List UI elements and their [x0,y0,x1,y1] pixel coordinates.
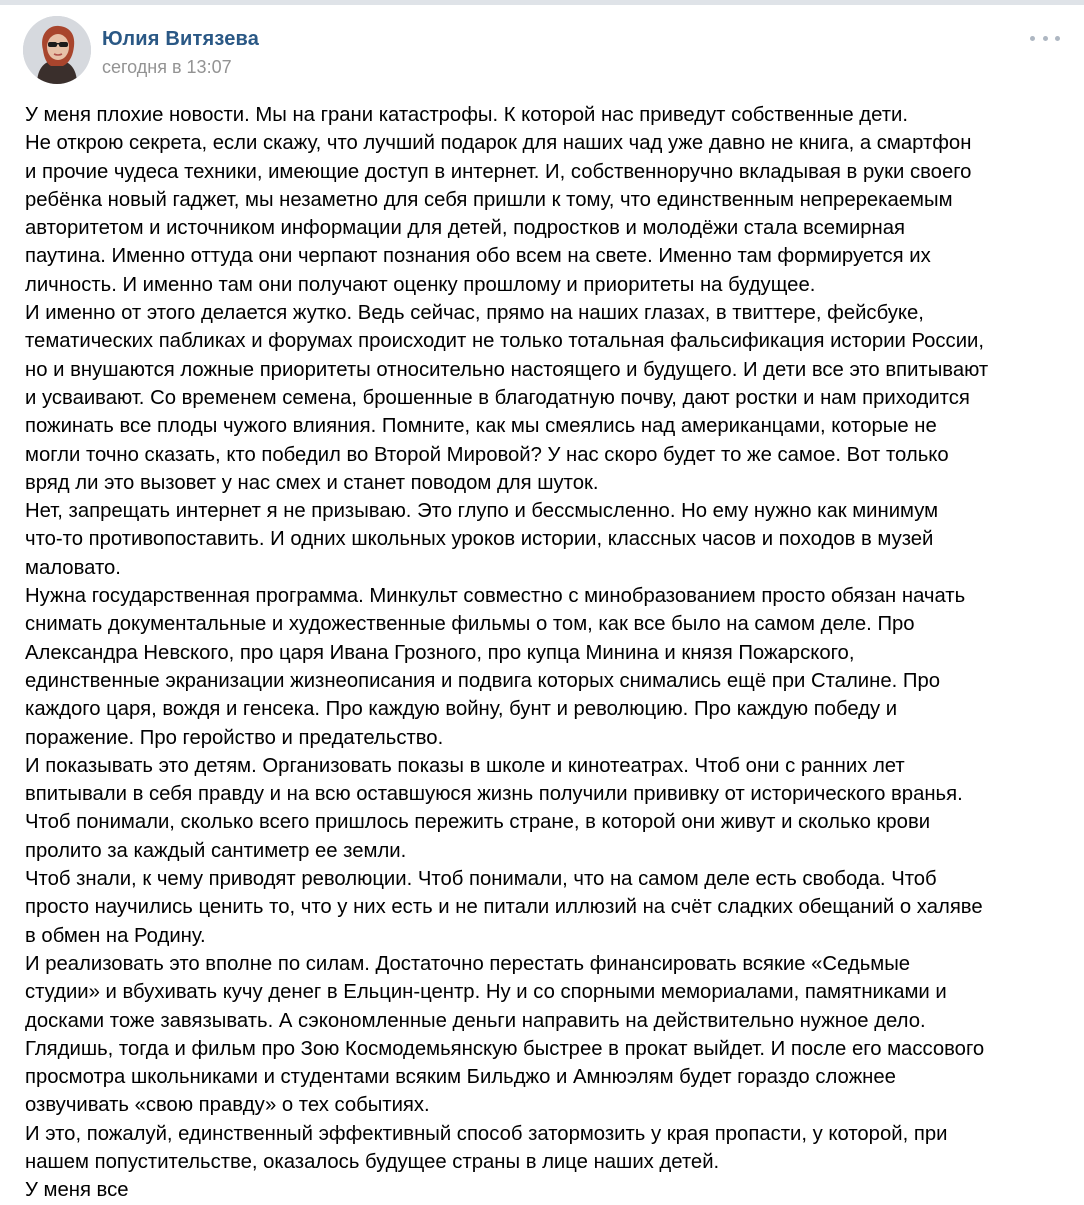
post-text-line: личность. И именно там они получают оценку прошлому и приоритеты на будущее. [25,273,816,296]
dot [1055,36,1060,41]
post-text-line: и прочие чудеса техники, имеющие доступ в интернет. И, собственноручно вкладывая в руки своего [25,160,972,183]
post-text-line: могли точно сказать, кто победил во Второй Мировой? У нас скоро будет то же самое. Вот только [25,443,949,466]
post-text-line: И именно от этого делается жутко. Ведь сейчас, прямо на наших глазах, в твиттере, фейсбуке, [25,302,924,325]
more-dots-icon[interactable] [1030,28,1060,48]
post-text-line: впитывали в себя правду и на всю оставшуюся жизнь получили прививку от исторического вранья. [25,783,963,806]
post-text-line: У меня плохие новости. Мы на грани катастрофы. К которой нас приведут собственные дети. [25,104,908,126]
post-text-line: И реализовать это вполне по силам. Достаточно перестать финансировать всякие «Седьмые [25,952,911,975]
dot [1030,36,1035,41]
post-text-line: пролито за каждый сантиметр ее земли. [25,839,407,862]
dot [1043,36,1048,41]
post-text-line: Не открою секрета, если скажу, что лучший подарок для наших чад уже давно не книга, а смартфон [25,132,972,155]
post-text-line: тематических пабликах и форумах происходит не только тотальная фальсификация истории России, [25,330,984,353]
post-text-line: просмотра школьниками и студентами всяким Бильджо и Амнюэлям будет гораздо сложнее [25,1066,896,1089]
post-text-line: маловато. [25,556,121,579]
post-text-line: И это, пожалуй, единственный эффективный способ затормозить у края пропасти, у которой, при [25,1122,948,1145]
post-text [25,101,1075,1205]
post-text-line: поражение. Про геройство и предательство. [25,726,444,749]
post-text-line: но и внушаются ложные приоритеты относительно настоящего и будущего. И дети все это впитывают [25,358,989,381]
post-text-line: Чтоб знали, к чему приводят революции. Чтоб понимали, что на самом деле есть свобода. Чтоб [25,868,937,891]
post-text-line: досками тоже завязывать. А сэкономленные деньги направить на действительно нужное дело. [25,1009,926,1032]
post-text-line: в обмен на Родину. [25,924,206,947]
post-text-line: студии» и вбухивать кучу денег в Ельцин-центр. Ну и со спорными мемориалами, памятниками и [25,981,947,1004]
author-name[interactable]: Юлия Витязева [102,28,260,50]
post-text-line: Нужна государственная программа. Минкульт совместно с минобразованием просто обязан начать [25,585,966,608]
post-text-line: Чтоб понимали, сколько всего пришлось пережить стране, в которой они живут и сколько крови [25,811,931,834]
post-text-line: пожинать все плоды чужого влияния. Помните, как мы смеялись над американцами, которые не [25,415,937,438]
post-text-line: Александра Невского, про царя Ивана Грозного, про купца Минина и князя Пожарского, [25,641,855,664]
post-text-line: озвучивать «свою правду» о тех событиях. [25,1094,430,1117]
post-text-line: каждого царя, вождя и генсека. Про каждую войну, бунт и революцию. Про каждую победу и [25,698,898,721]
post-text-line: вряд ли это вызовет у нас смех и станет поводом для шуток. [25,471,599,494]
post-text-line: Глядишь, тогда и фильм про Зою Космодемьянскую быстрее в прокат выйдет. И после его массового [25,1037,985,1060]
post-text-line: просто научились ценить то, что у них есть и не питали иллюзий на счёт сладких обещаний о халяве [25,896,983,919]
post-text-line: ребёнка новый гаджет, мы незаметно для себя пришли к тому, что единственным непререкаемым [25,188,953,211]
post-text-line: паутина. Именно оттуда они черпают познания обо всем на свете. Именно там формируется их [25,245,931,268]
avatar[interactable] [23,16,91,84]
post-text-line: Нет, запрещать интернет я не призываю. Это глупо и бессмысленно. Но ему нужно как минимум [25,500,939,523]
post-text-line: И показывать это детям. Организовать показы в школе и кинотеатрах. Чтоб они с ранних лет [25,754,905,777]
post-text-line: нашем попустительстве, оказалось будущее страны в лице наших детей. [25,1150,720,1173]
post-timestamp[interactable]: сегодня в 13:07 [102,57,232,77]
post-text-line: что-то противопоставить. И одних школьных уроков истории, классных часов и походов в музей [25,528,934,551]
post-text-line: снимать документальные и художественные фильмы о том, как все было на самом деле. Про [25,613,915,636]
post-text-line: единственные экранизации жизнеописания и подвига которых снимались ещё при Сталине. Про [25,669,941,692]
post-text-line: и усваивают. Со временем семена, брошенные в благодатную почву, дают ростки и нам приходится [25,386,970,409]
post-text-line: У меня все [25,1179,129,1202]
post-header [102,26,259,80]
avatar-photo [23,16,91,84]
post-text-line: авторитетом и источником информации для детей, подростков и молодёжи стала всемирная [25,217,906,240]
